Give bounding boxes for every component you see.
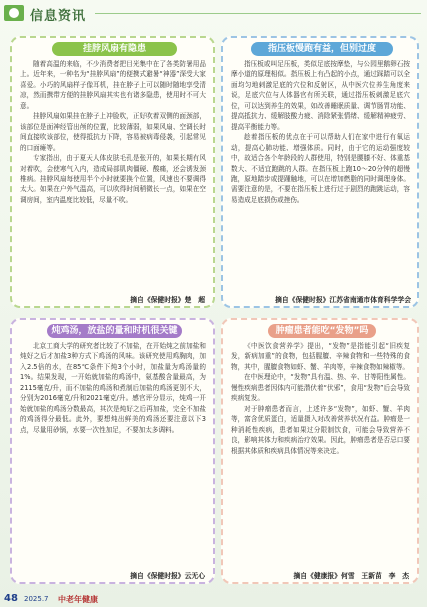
article-body bbox=[231, 341, 410, 456]
article-body bbox=[20, 59, 206, 205]
article-title: 挂脖风扇有隐患 bbox=[52, 42, 177, 56]
article-neck-fan bbox=[10, 36, 215, 308]
section-title: 信息资讯 bbox=[30, 9, 87, 24]
article-title: 指压板慢跑有益，但别过度 bbox=[251, 42, 393, 56]
section-logo-icon bbox=[4, 5, 24, 21]
section-header bbox=[0, 0, 427, 24]
article-source: 摘自《保健时报》云无心 bbox=[130, 572, 205, 580]
article-title: 炖鸡汤，放盐的量和时机很关键 bbox=[47, 324, 182, 338]
article-paragraph: 《中医饮食营养学》提出，“发物”是指能引起“旧疾复发，新病加重”的食物，包括腥膻、辛辣食物和一些特殊的食物，其中，腥膻食物如虾、蟹、羊肉等，辛辣食物如辣椒等。 bbox=[231, 342, 410, 371]
article-body bbox=[20, 341, 206, 435]
article-title: 肿瘤患者能吃“发物”吗 bbox=[268, 324, 376, 338]
article-paragraph: 在中医理论中，“发物”具有温、热、辛、甘等阳性属性。慢性疾病患者因体内可能潜伏着“伏邪”，食用“发物”后会导致疾病复发。 bbox=[231, 373, 410, 403]
article-tumor-diet bbox=[221, 318, 419, 584]
issue-date: 2025.7 bbox=[24, 595, 49, 603]
article-body bbox=[231, 59, 410, 205]
article-acupressure-board bbox=[221, 36, 419, 308]
article-paragraph: 趁着指压板的优点在于可以帮助人们在家中进行有氧运动，提高心肺功能、增强体质。同时，由于它的运动强度较中，故适合各个年龄段的人群使用，特别是腰膝不好、体重基数大、不适宜跑跳的人群。在指压板上跑10～20分钟的超慢跑，原地踏步或提踵触地，可以在增加燃脂的同时调理身体。需要注意的是，不要在指压板上进行过于剧烈的跑跳运动，容易造成足底损伤或挫伤。 bbox=[231, 133, 410, 204]
article-paragraph: 对于肿瘤患者而言，上述许多“发物”，如虾、蟹、羊肉等，富含优质蛋白，适量摄入对改善营养状况有益。肿瘤是一种消耗性疾病，患者如果过分限制饮食，可能会导致营养不良，影响其体力和疾病治疗效果。因此，肿瘤患者是否忌口要根据其体质和疾病具体情况等来决定。 bbox=[231, 404, 410, 455]
section-divider bbox=[95, 13, 421, 14]
article-source: 摘自《健康报》何雪 王新苗 李 杰 bbox=[293, 572, 409, 580]
article-source: 摘自《保健时报》楚 超 bbox=[130, 296, 205, 304]
page-footer bbox=[0, 592, 427, 607]
article-chicken-soup bbox=[10, 318, 215, 584]
page-number: 48 bbox=[4, 593, 18, 604]
magazine-name: 中老年健康 bbox=[58, 595, 98, 604]
article-paragraph: 指压板或叫足压板，类似足底按摩垫，与公园里鹅卵石按摩小道的原理相似。指压板上有凸起的小点，通过踩踏可以全面均匀地刺激足底的穴位和反射区，从中医穴位养生角度来说，足底穴位与人体器官有所关联，通过指压板刺激足底穴位，可以达到养生的效果，如改善睡眠质量、调节肠胃功能、提高抵抗力、缓解肢酸力疲、消除紧张情绪、缓解精神疲劳、提高平衡能力等。 bbox=[231, 60, 410, 131]
article-paragraph: 随着高温的来临，不少消费者把目光集中在了各类防暑用品上。近年来，一种名为“挂脖风扇”的便携式避暑“神器”深受大家喜爱。小巧的风扇样子像耳机，挂在脖子上可以随时随地享受清凉，然而携带方便的挂脖风扇其实也有诸多隐患，使用时不可大意。 bbox=[20, 60, 206, 110]
article-paragraph: 挂脖风扇如果挂在脖子上冲脸吹，正好吹着双侧的面颈部，该部位是面神经管出颅的位置，比较薄弱，如果风扇、空调长时间直接吹该部位，使得抵抗力下降，容易被病毒侵袭，引起常见的口面瘫等。 bbox=[20, 112, 206, 152]
article-paragraph: 专家指出，由于夏天人体皮肤毛孔是张开的，如果长期有风对着吹，会使寒气入内，造成局部肌肉僵硬、酸痛，还会诱发颈椎病。挂脖风扇每使用半个小时就要换个位置，风速也不要调得太大。如果在户外气温高，可以吹得时间稍微长一点，如果在空调房间，室内温度比较低，尽量不吹。 bbox=[20, 154, 206, 204]
article-paragraph: 北京工商大学的研究者比较了不加盐，在开始炖之前加盐和炖好之后才加盐3种方式下鸡汤的风味。该研究使用鸡胸肉，加入2.5倍的水，在85℃条件下炖3个小时，加盐量为鸡汤量的1%。结果发现，一开始就加盐的鸡汤中，氨基酸含量最高，为2115毫克/升，而不加盐的鸡汤和煮制后加盐的鸡汤更别不大，分别为2016毫克/升和2021毫克/升。感官评分显示，炖鸡一开始就加盐的鸡汤分数最高，其次是炖好之后再加盐，完全不加盐的鸡汤得分最低。此外，要想炖出鲜美的鸡汤还要注意以下3点，尽量用砂锅，水要一次性加足，不要加太多调料。 bbox=[20, 342, 206, 434]
article-source: 摘自《保健时报》江苏省南通市体育科学学会 bbox=[275, 296, 411, 304]
